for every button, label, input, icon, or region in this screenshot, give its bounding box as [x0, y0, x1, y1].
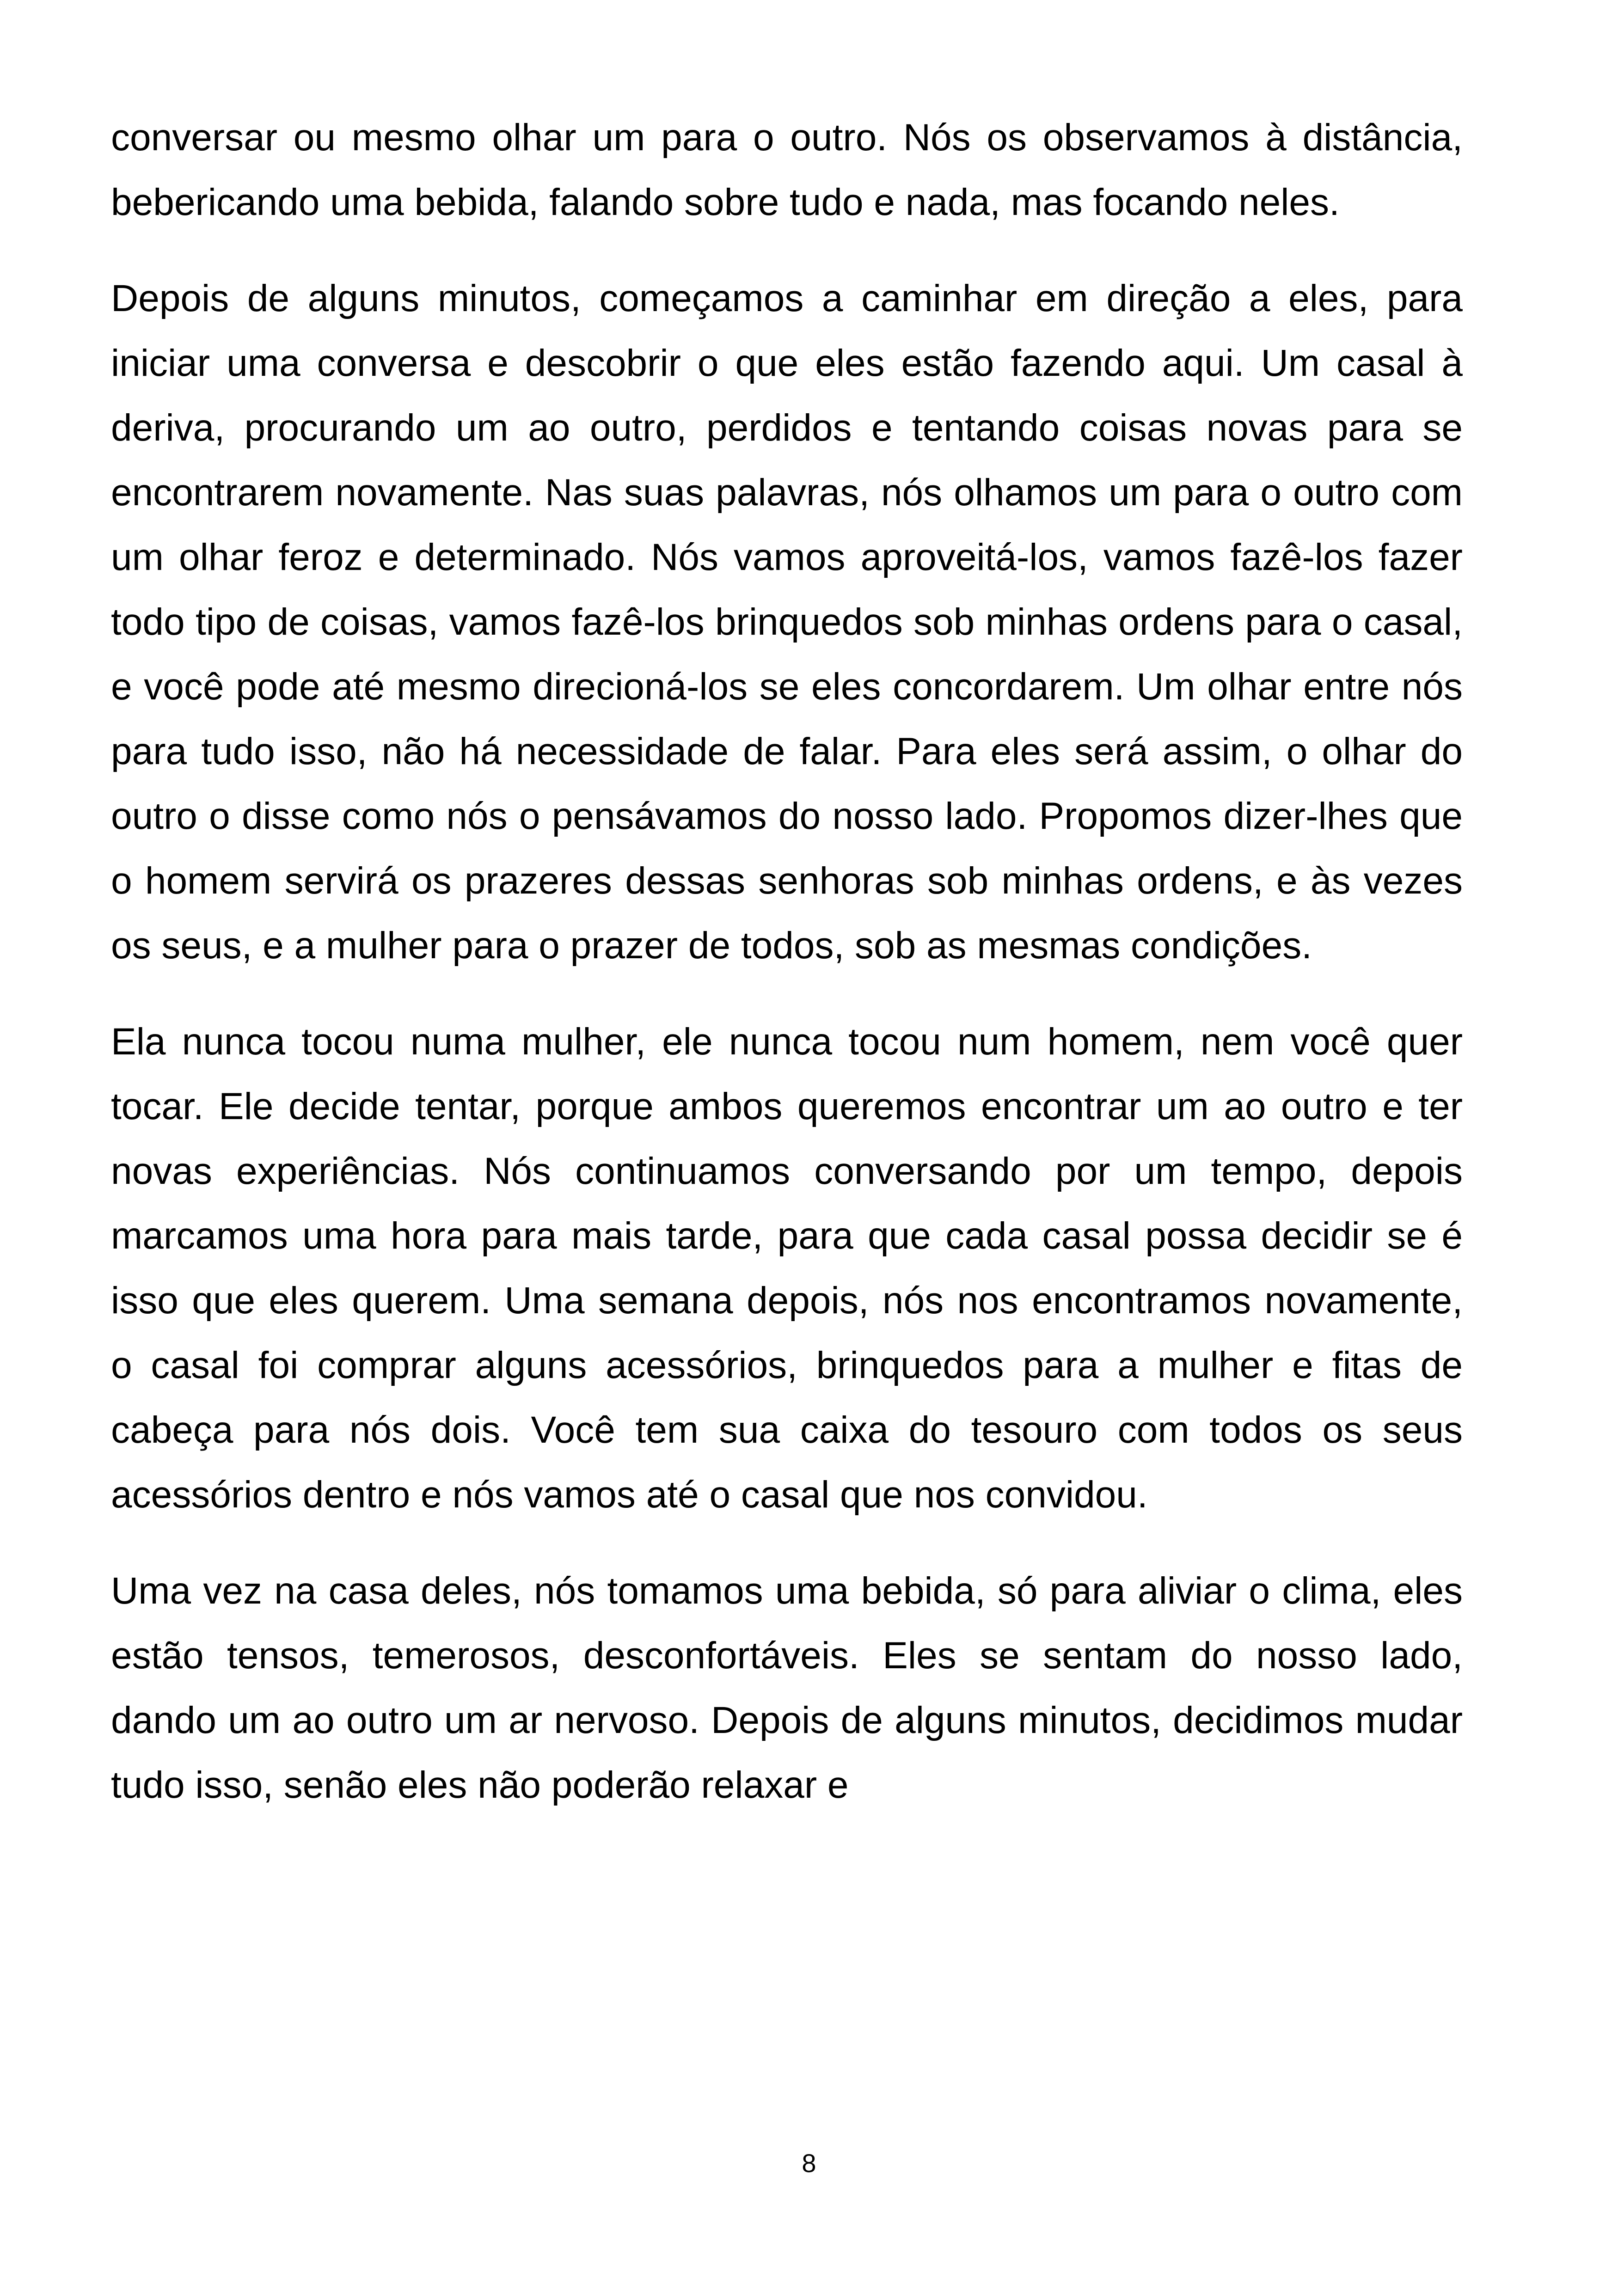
body-text: [111, 105, 1463, 1818]
paragraph-1: conversar ou mesmo olhar um para o outro. Nós os observamos à distância, bebericando uma bebida, falando sobre tudo e nada, mas focando neles.: [111, 116, 1463, 223]
paragraph-3: Ela nunca tocou numa mulher, ele nunca tocou num homem, nem você quer tocar. Ele decide tentar, porque ambos queremos encontrar um ao outro e ter novas experiências. Nós continuamos conversando por um tempo, depois marcamos uma hora para mais tarde, para que cada casal possa decidir se é isso que eles querem. Uma semana depois, nós nos encontramos novamente, o casal foi comprar alguns acessórios, brinquedos para a mulher e fitas de cabeça para nós dois. Você tem sua caixa do tesouro com todos os seus acessórios dentro e nós vamos até o casal que nos convidou.: [111, 1021, 1463, 1516]
paragraph-2: Depois de alguns minutos, começamos a caminhar em direção a eles, para iniciar uma conversa e descobrir o que eles estão fazendo aqui. Um casal à deriva, procurando um ao outro, perdidos e tentando coisas novas para se encontrarem novamente. Nas suas palavras, nós olhamos um para o outro com um olhar feroz e determinado. Nós vamos aproveitá-los, vamos fazê-los fazer todo tipo de coisas, vamos fazê-los brinquedos sob minhas ordens para o casal, e você pode até mesmo direcioná-los se eles concordarem. Um olhar entre nós para tudo isso, não há necessidade de falar. Para eles será assim, o olhar do outro o disse como nós o pensávamos do nosso lado. Propomos dizer-lhes que o homem servirá os prazeres dessas senhoras sob minhas ordens, e às vezes os seus, e a mulher para o prazer de todos, sob as mesmas condições.: [111, 277, 1463, 967]
page-number: 8: [802, 2149, 816, 2178]
paragraph-4: Uma vez na casa deles, nós tomamos uma bebida, só para aliviar o clima, eles estão tensos, temerosos, desconfortáveis. Eles se sentam do nosso lado, dando um ao outro um ar nervoso. Depois de alguns minutos, decidimos mudar tudo isso, senão eles não poderão relaxar e: [111, 1570, 1463, 1806]
